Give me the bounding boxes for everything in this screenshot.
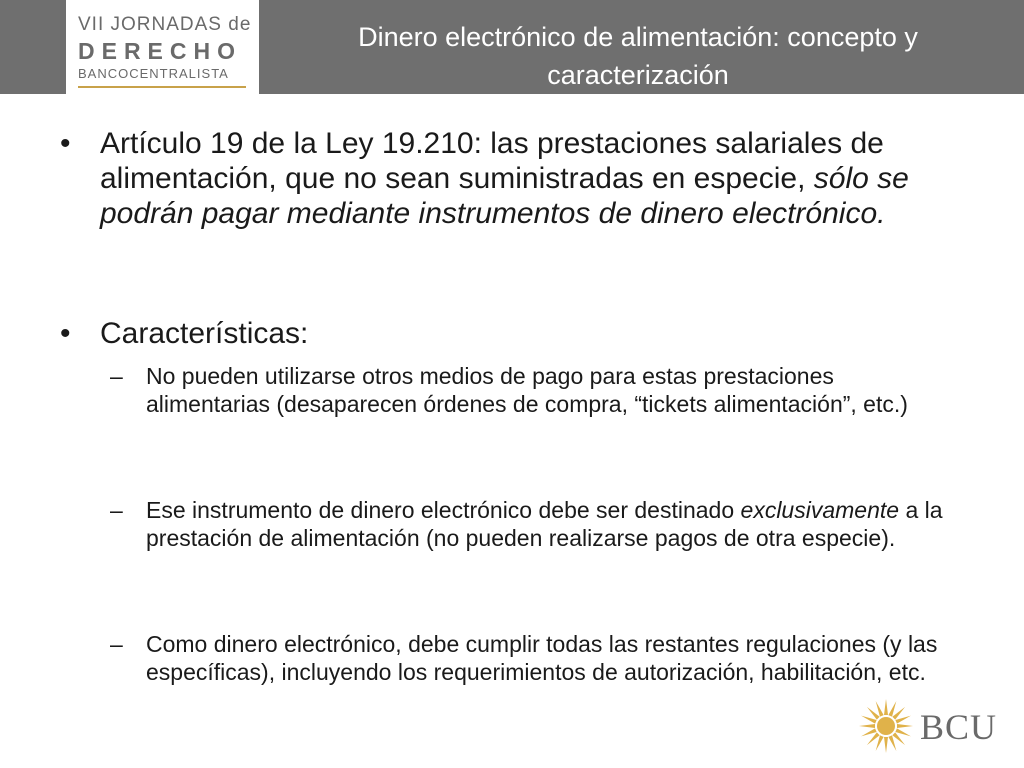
dash-mark: – [110,631,123,657]
sub-bullet-text: No pueden utilizarse otros medios de pago para estas prestaciones alimentarias (desaparecen órdenes de compra, “tickets alimentación”, etc.) [146,363,908,417]
sub-bullet-text [146,496,946,552]
bullet-text-italic: sólo se podrán pagar mediante instrumentos de dinero electrónico. [100,162,909,230]
logo-line-3: BANCOCENTRALISTA [78,66,229,81]
sub-bullet-text-before: Ese instrumento de dinero electrónico debe ser destinado [146,497,741,523]
sub-bullet-text-italic: exclusivamente [740,497,900,523]
bullet-mark: • [60,317,71,350]
logo-line-1: VII JORNADAS de [78,14,252,35]
bullet-text: Características: [100,317,309,350]
dash-mark: – [110,363,123,389]
bullet-mark: • [60,127,71,160]
bcu-logo [856,696,1016,756]
sub-bullet-text: Como dinero electrónico, debe cumplir todas las restantes regulaciones (y las específicas), incluyendo los requerimientos de autorización, habilitación, etc. [146,631,938,685]
bullet-text [100,126,960,231]
bullet-text-normal: Artículo 19 de la Ley 19.210: las prestaciones salariales de alimentación, que no sean suministradas en especie, [100,127,884,195]
dash-mark: – [110,497,123,523]
logo-line-2: DERECHO [78,38,243,64]
sun-icon [856,696,916,756]
slide-title: Dinero electrónico de alimentación: concepto y caracterización [358,22,918,90]
bcu-logo-text: BCU [920,707,998,747]
sub-bullet-text-after: a la prestación de alimentación (no pueden realizarse pagos de otra especie). [146,497,943,551]
